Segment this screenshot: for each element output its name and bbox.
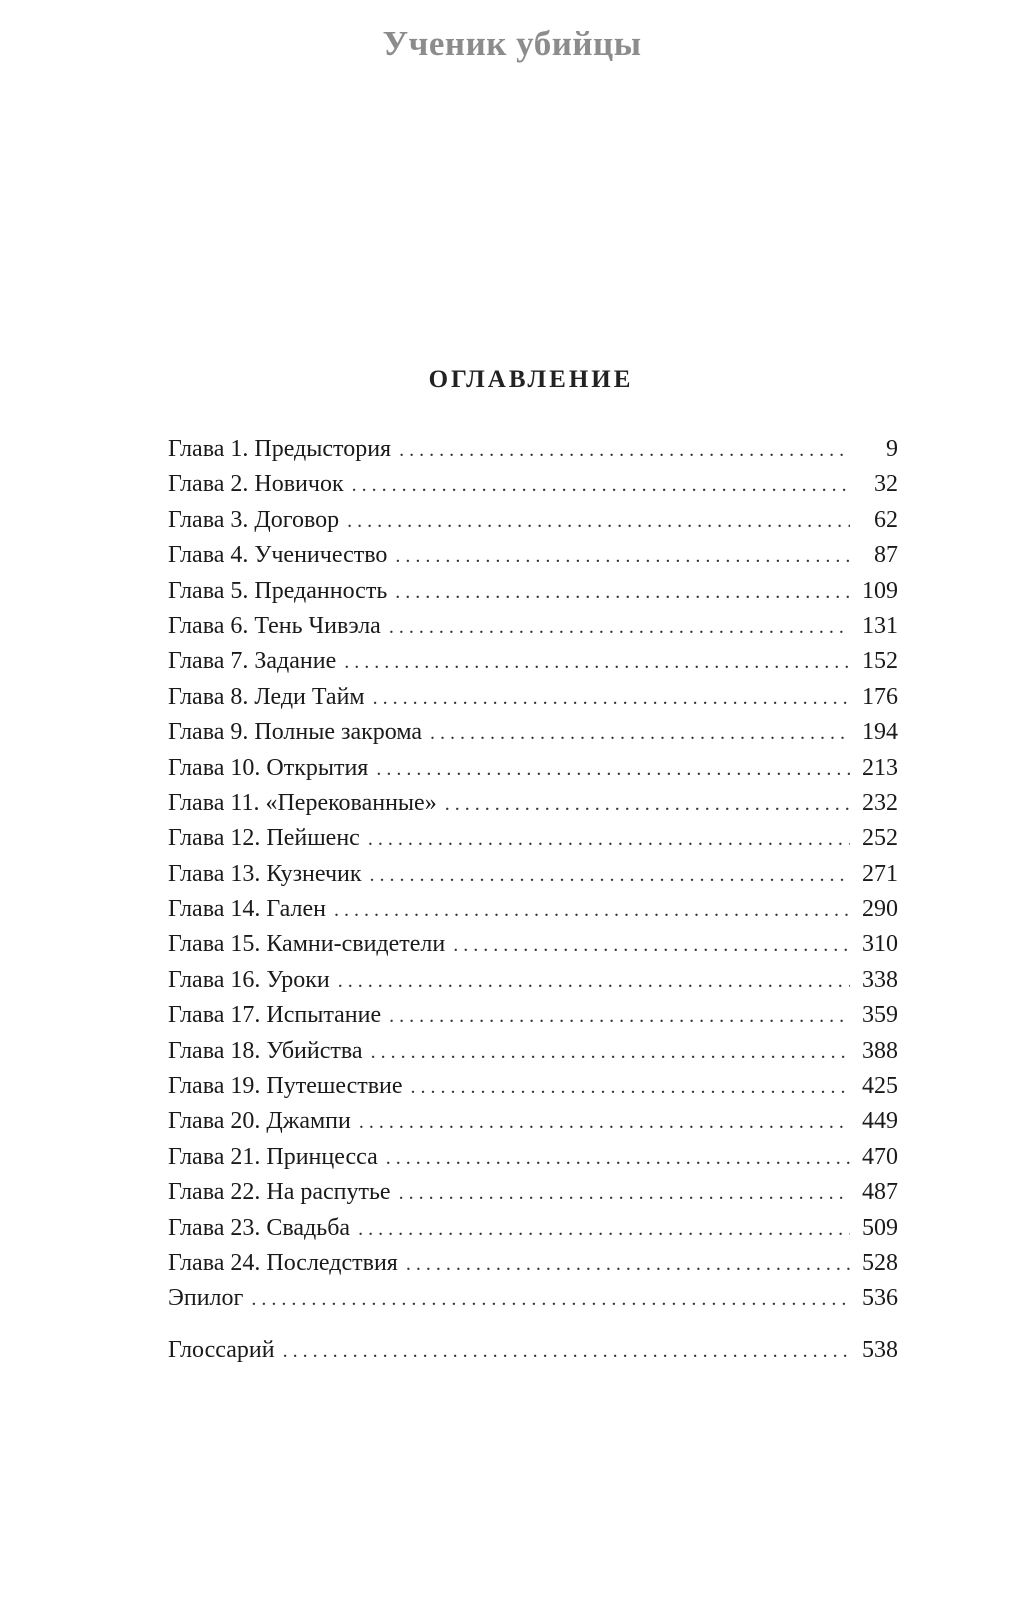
toc-entry-page: 290 bbox=[862, 896, 898, 923]
dot-leader bbox=[334, 893, 850, 928]
toc-entry-page: 388 bbox=[862, 1037, 898, 1064]
dot-leader bbox=[338, 964, 850, 999]
toc-entry-page: 32 bbox=[874, 471, 898, 498]
toc-entry bbox=[168, 680, 898, 715]
toc-entry bbox=[168, 1281, 898, 1316]
toc-entry bbox=[168, 467, 898, 502]
toc-entry-page: 9 bbox=[886, 436, 898, 462]
toc-entry-page: 62 bbox=[874, 506, 898, 533]
toc-entry-label: Глава 3. Договор bbox=[168, 506, 340, 533]
toc-entry-label: Эпилог bbox=[168, 1285, 244, 1312]
toc-entry-label: Глава 5. Преданность bbox=[168, 577, 388, 604]
dot-leader bbox=[251, 1282, 850, 1317]
toc-entry bbox=[168, 821, 898, 856]
toc-entry-label: Глава 10. Открытия bbox=[168, 754, 369, 781]
toc-entry-page: 131 bbox=[862, 612, 898, 639]
dot-leader bbox=[406, 1247, 850, 1282]
dot-leader bbox=[445, 787, 850, 822]
dot-leader bbox=[359, 1105, 850, 1140]
toc-entry-page: 213 bbox=[862, 754, 898, 781]
toc-entry bbox=[168, 1104, 898, 1139]
toc-entry bbox=[168, 1069, 898, 1104]
toc-entry-label: Глава 19. Путешествие bbox=[168, 1073, 403, 1100]
toc-entry-label: Глава 14. Гален bbox=[168, 896, 326, 923]
toc-entry bbox=[168, 432, 898, 467]
toc-entry bbox=[168, 786, 898, 821]
toc-entry-label: Глава 20. Джампи bbox=[168, 1108, 351, 1135]
dot-leader bbox=[389, 999, 850, 1034]
toc-entry-page: 470 bbox=[862, 1143, 898, 1170]
dot-leader bbox=[411, 1070, 850, 1105]
toc-entry-page: 509 bbox=[862, 1214, 898, 1241]
toc-entry-label: Глава 7. Задание bbox=[168, 648, 337, 675]
dot-leader bbox=[344, 645, 850, 680]
toc-entry-page: 194 bbox=[862, 719, 898, 746]
toc-entry-page: 271 bbox=[862, 860, 898, 887]
toc-entry-page: 538 bbox=[862, 1336, 898, 1363]
dot-leader bbox=[395, 575, 850, 610]
toc-entry-label: Глава 18. Убийства bbox=[168, 1037, 363, 1064]
toc-entry bbox=[168, 963, 898, 998]
toc-entry bbox=[168, 503, 898, 538]
dot-leader bbox=[347, 504, 850, 539]
toc-entry bbox=[168, 1211, 898, 1246]
toc-entry-label: Глава 16. Уроки bbox=[168, 966, 330, 993]
toc-entry-label: Глава 17. Испытание bbox=[168, 1002, 382, 1029]
toc-entry-page: 359 bbox=[862, 1002, 898, 1029]
toc-entry-label: Глава 8. Леди Тайм bbox=[168, 683, 365, 710]
toc-entry-label: Глава 15. Камни-свидетели bbox=[168, 931, 446, 958]
toc-entry-page: 338 bbox=[862, 966, 898, 993]
dot-leader bbox=[376, 752, 850, 787]
toc-entry-page: 176 bbox=[862, 683, 898, 710]
toc-entry bbox=[168, 538, 898, 573]
toc-entry-page: 152 bbox=[862, 648, 898, 675]
toc-entry-label: Глава 2. Новичок bbox=[168, 471, 344, 498]
toc-entry-label: Глава 11. «Перекованные» bbox=[168, 789, 437, 816]
toc-entry bbox=[168, 574, 898, 609]
toc-entry-page: 487 bbox=[862, 1179, 898, 1206]
toc-entry-label: Глава 24. Последствия bbox=[168, 1249, 398, 1276]
toc-entry-page: 425 bbox=[862, 1073, 898, 1100]
table-of-contents bbox=[168, 432, 898, 1368]
dot-leader bbox=[373, 681, 850, 716]
dot-leader bbox=[399, 1176, 850, 1211]
toc-entry-page: 310 bbox=[862, 931, 898, 958]
dot-leader bbox=[399, 433, 850, 468]
toc-entry bbox=[168, 1246, 898, 1281]
dot-leader bbox=[370, 858, 850, 893]
toc-entry-page: 232 bbox=[862, 789, 898, 816]
running-head: Ученик убийцы bbox=[382, 24, 642, 63]
toc-entry bbox=[168, 892, 898, 927]
toc-entry bbox=[168, 1034, 898, 1069]
toc-entry-label: Глава 22. На распутье bbox=[168, 1179, 391, 1206]
toc-entry-label: Глава 9. Полные закрома bbox=[168, 719, 422, 746]
toc-entry bbox=[168, 1140, 898, 1175]
dot-leader bbox=[358, 1212, 850, 1247]
dot-leader bbox=[453, 928, 850, 963]
toc-entry-label: Глава 23. Свадьба bbox=[168, 1214, 351, 1241]
dot-leader bbox=[430, 716, 850, 751]
dot-leader bbox=[368, 822, 850, 857]
toc-entry-page: 536 bbox=[862, 1285, 898, 1312]
toc-entry-label: Глава 1. Предыстория bbox=[168, 436, 392, 462]
toc-entry-page: 449 bbox=[862, 1108, 898, 1135]
toc-entry-page: 252 bbox=[862, 825, 898, 852]
dot-leader bbox=[371, 1035, 850, 1070]
toc-entry-label: Глоссарий bbox=[168, 1336, 275, 1363]
dot-leader bbox=[283, 1334, 850, 1369]
toc-entry bbox=[168, 998, 898, 1033]
toc-entry-page: 109 bbox=[862, 577, 898, 604]
toc-entry bbox=[168, 1333, 898, 1368]
toc-entry-label: Глава 13. Кузнечик bbox=[168, 860, 362, 887]
toc-entry-label: Глава 12. Пейшенс bbox=[168, 825, 360, 852]
dot-leader bbox=[389, 610, 850, 645]
dot-leader bbox=[386, 1141, 850, 1176]
toc-entry-label: Глава 6. Тень Чивэла bbox=[168, 612, 381, 639]
dot-leader bbox=[395, 539, 850, 574]
toc-entry bbox=[168, 857, 898, 892]
toc-entry bbox=[168, 927, 898, 962]
toc-entry-page: 87 bbox=[874, 542, 898, 569]
toc-entry bbox=[168, 1175, 898, 1210]
toc-entry bbox=[168, 609, 898, 644]
toc-entry-page: 528 bbox=[862, 1249, 898, 1276]
toc-entry-label: Глава 4. Ученичество bbox=[168, 542, 388, 569]
toc-entry bbox=[168, 751, 898, 786]
dot-leader bbox=[352, 468, 850, 503]
toc-entry bbox=[168, 644, 898, 679]
toc-entry bbox=[168, 715, 898, 750]
toc-title: ОГЛАВЛЕНИЕ bbox=[428, 366, 634, 393]
toc-entry-label: Глава 21. Принцесса bbox=[168, 1143, 378, 1170]
